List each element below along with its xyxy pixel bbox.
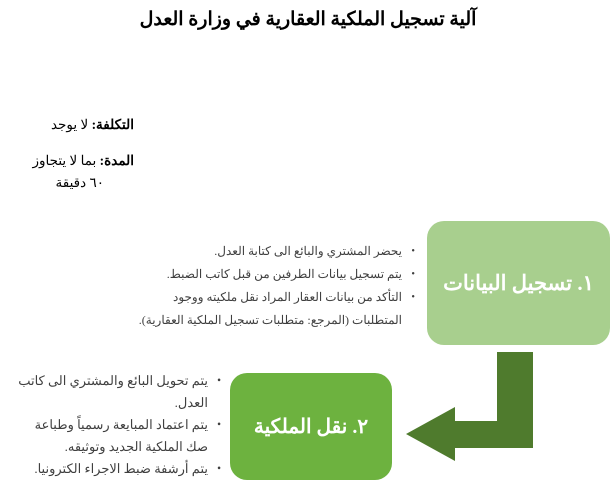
list-item: [123, 286, 415, 332]
bullet-icon: •: [217, 375, 221, 387]
list-item: [123, 263, 415, 286]
list-item: [11, 458, 221, 480]
list-item: [11, 414, 221, 458]
elbow-arrow-icon: [406, 352, 533, 461]
bullet-text: التأكد من بيانات العقار المراد نقل ملكيته ووجود المتطلبات (المرجع: متطلبات تسجيل الملكية العقارية).: [138, 290, 402, 327]
bullet-text: يتم أرشفة ضبط الاجراء الكترونيا.: [34, 461, 208, 476]
duration-line: [16, 150, 134, 194]
bullet-text: يتم تسجيل بيانات الطرفين من قبل كاتب الضبط.: [166, 267, 402, 281]
step-box-label: ١. تسجيل البيانات: [443, 270, 594, 295]
bullet-icon: •: [411, 292, 415, 303]
step1-bullet-list: [123, 240, 415, 332]
cost-label: التكلفة:: [91, 117, 134, 132]
bullet-text: يتم اعتماد المبايعة رسمياً وطباعة صك الملكية الجديد وتوثيقه.: [34, 417, 208, 454]
duration-value-line2: ٦٠ دقيقة: [55, 175, 104, 190]
info-block: [16, 114, 134, 194]
bullet-text: يحضر المشتري والبائع الى كتابة العدل.: [214, 244, 402, 258]
bullet-text: يتم تحويل البائع والمشتري الى كاتب العدل.: [18, 373, 208, 410]
cost-line: [16, 114, 134, 136]
list-item: [11, 370, 221, 414]
cost-value: لا يوجد: [50, 117, 89, 132]
duration-value-line1: بما لا يتجاوز: [32, 153, 97, 168]
step2-bullet-list: [11, 370, 221, 480]
bullet-icon: •: [217, 419, 221, 431]
step-box-data-registration: [427, 221, 610, 345]
step-box-label: ٢. نقل الملكية: [253, 416, 369, 438]
bullet-icon: •: [411, 269, 415, 280]
step-box-ownership-transfer: [230, 373, 392, 480]
list-item: [123, 240, 415, 263]
duration-label: المدة:: [99, 153, 134, 168]
bullet-icon: •: [411, 246, 415, 257]
page-title: آلية تسجيل الملكية العقارية في وزارة العدل: [139, 9, 477, 30]
bullet-icon: •: [217, 463, 221, 475]
